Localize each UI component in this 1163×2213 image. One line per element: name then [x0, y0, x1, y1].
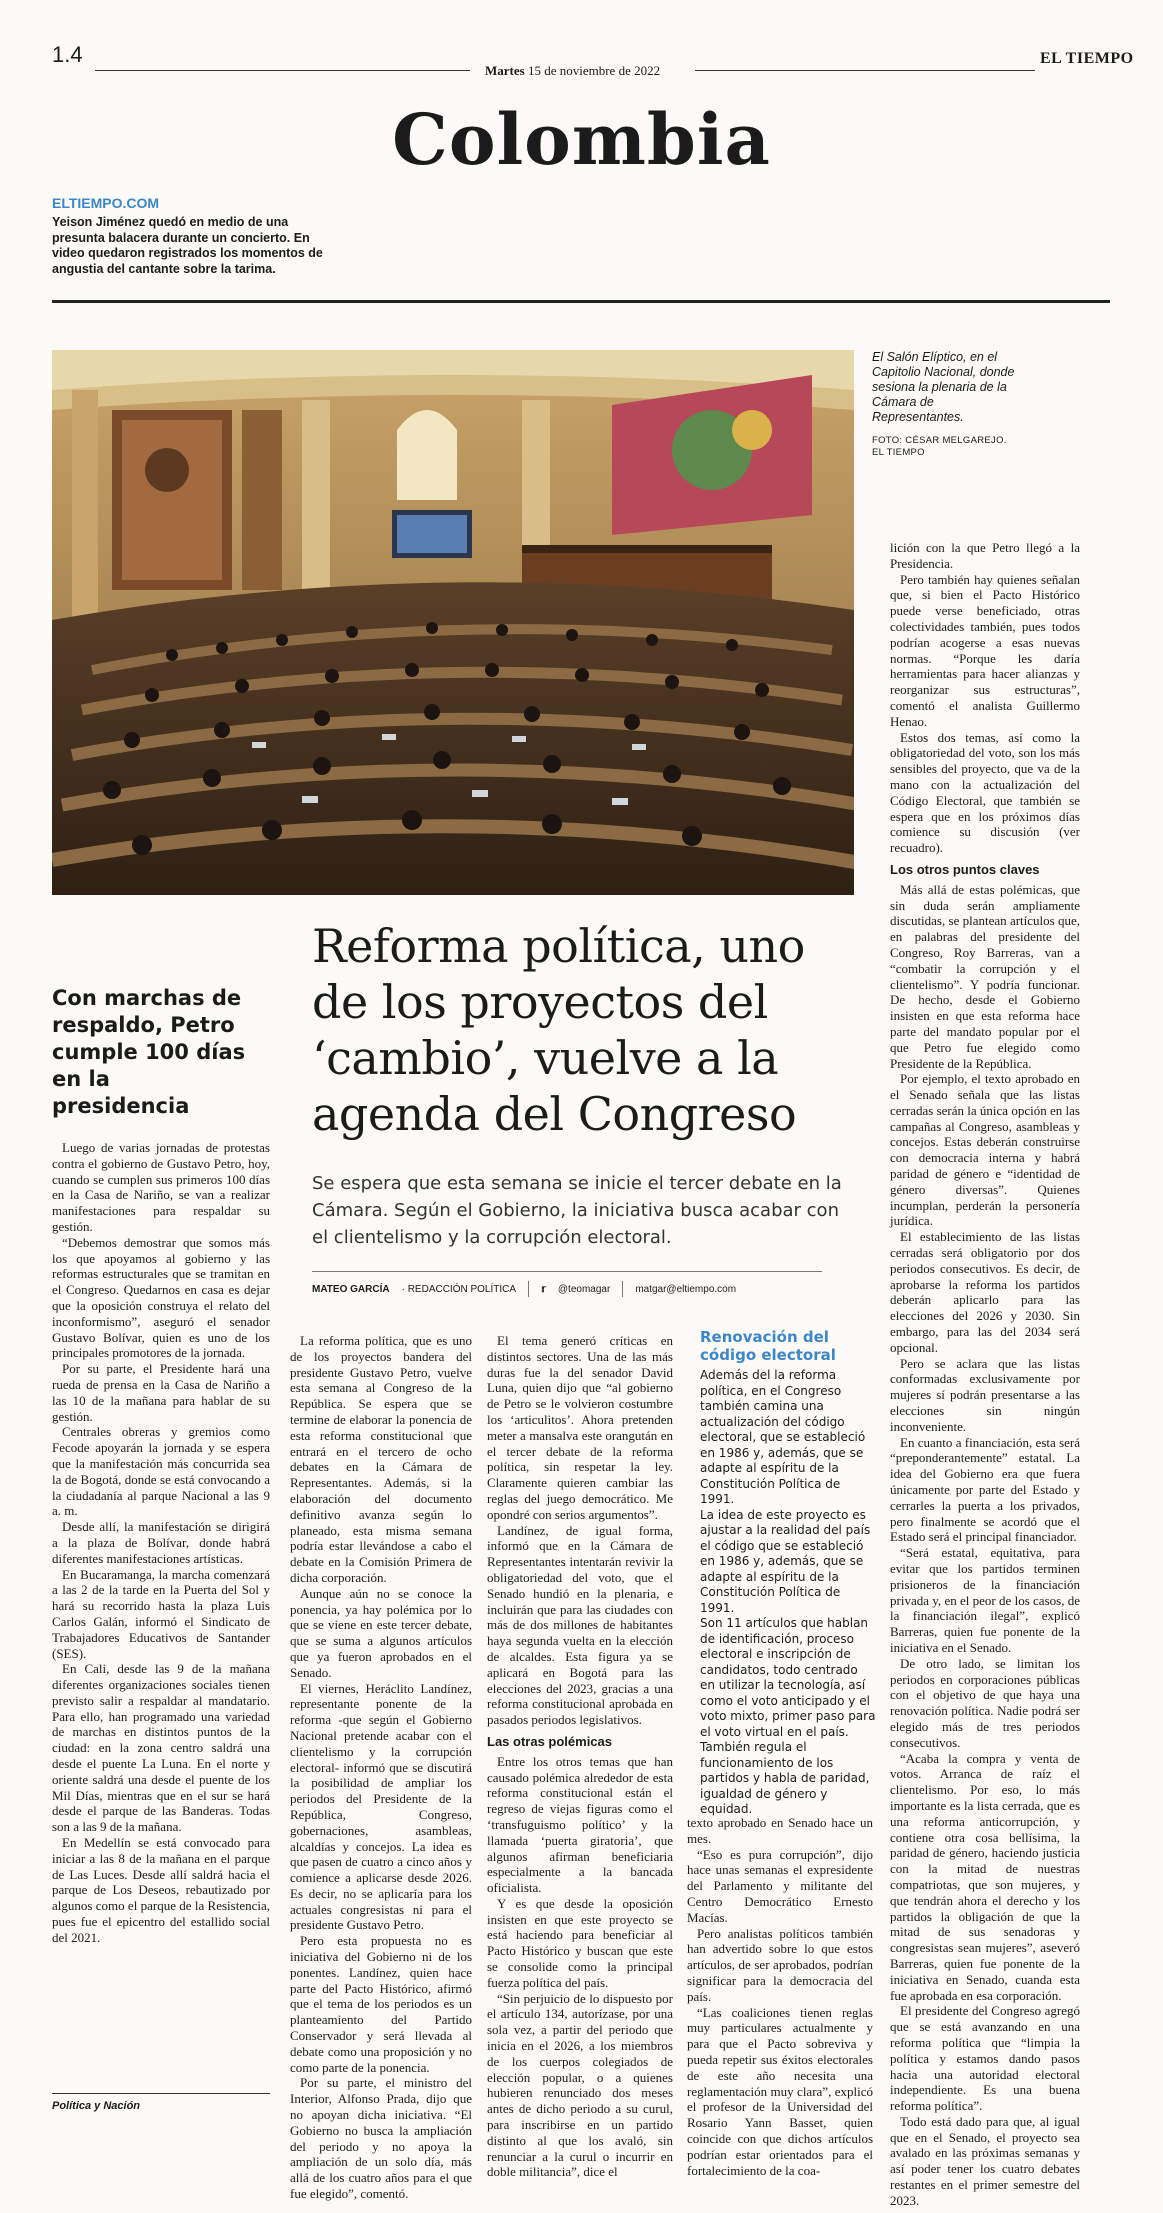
sidebar-box-body	[700, 1368, 876, 1818]
article-column-4	[890, 540, 1080, 2209]
box-paragraph: También regula el funcionamiento de los partidos y habla de paridad, igualdad de género y equidad.	[700, 1740, 870, 1816]
sidebar-paragraph: Por su parte, el Presidente hará una rueda de prensa en la Casa de Nariño a las 10 de la mañana para hablar de su gestión.	[52, 1361, 270, 1424]
congress-chamber-photo	[52, 350, 854, 895]
box-paragraph: Además del la reforma política, en el Congreso también camina una actualización del código electoral, que se estableció en 1986 y, además, que se adapte al espíritu de la Constitución Política de 1991.	[700, 1368, 866, 1506]
promo-text: Yeison Jiménez quedó en medio de una presunta balacera durante un concierto. En video quedaron registrados los momentos de angustia del cantante sobre la tarima.	[52, 215, 323, 276]
sidebar-paragraph: “Debemos demostrar que somos más los que apoyamos al gobierno y las reformas estructurales que se tramitan en el Congreso. Quedarnos en casa es dejar que la oposición construya el relato del inconformismo”, aseguró el senador Gustavo Bolívar, quien es uno de los principales promotores de la jornada.	[52, 1234, 270, 1361]
article-paragraph: La reforma política, que es uno de los proyectos bandera del presidente Gustavo Petro, vuelve esta semana al Congreso de la República. Se espera que se termine de elaborar la ponencia de esta reforma constitucional que entrará en el tercero de ocho debates en la Cámara de Representantes. Además, si la elaboración del documento definitivo avanza según lo planeado, esta misma semana podría estar llevándose a cabo el debate en la Comisión Primera de dicha corporación.	[290, 1333, 472, 1585]
article-dek: Se espera que esta semana se inicie el tercer debate en la Cámara. Según el Gobierno, la iniciativa busca acabar con el clientelismo y la corrupción electoral.	[312, 1173, 842, 1248]
photo-caption: El Salón Elíptico, en el Capitolio Nacional, donde sesiona la plenaria de la Cámara de Representantes.	[872, 350, 1015, 424]
article-paragraph: El tema generó críticas en distintos sectores. Una de las más duras fue la del senador David Luna, quien dijo que “al gobierno de Petro se le volvieron costumbre los ‘articulitos’. Ahora pretenden meter a mansalva este orangután en el tercer debate de la reforma política, sin respetar la ley. Claramente quieren cambiar las reglas del juego democrático. Me opondré con serios argumentos”.	[487, 1333, 673, 1522]
box-paragraph: La idea de este proyecto es ajustar a la realidad del país el código que se estableció en 1986 y, además, que se adapte al espíritu de la Constitución Política de 1991.	[700, 1507, 871, 1615]
section-title: Colombia	[392, 98, 771, 181]
byline-email[interactable]: matgar@eltiempo.com	[635, 1283, 737, 1295]
article-paragraph: Estos dos temas, así como la obligatoriedad del voto, son los más sensibles del proyecto, que va de la mano con la actualización del Código Electoral, que también se espera que en los próximos días comience su discusión (ver recuadro).	[890, 729, 1080, 856]
article-paragraph: Más allá de estas polémicas, que sin duda serán ampliamente discutidas, se plantean artículos que, en palabras del presidente del Congreso, Roy Barreras, van a “combatir la corrupción y el clientelismo”. Y podría funcionar. De hecho, desde el Gobierno insisten en que esta reforma hace parte del mandato popular por el que Petro fue elegido como Presidente de la República.	[890, 881, 1080, 1071]
article-paragraph: Pero también hay quienes señalan que, si bien el Pacto Histórico puede verse beneficiado, otras colectividades también, pues todos podrían acogerse a esas nuevas normas. “Porque les daría herramientas para hacer alianzas y reorganizar sus estructuras”, comentó el analista Guillermo Henao.	[890, 571, 1080, 729]
article-paragraph: “Las coaliciones tienen reglas muy particulares actualmente y para que el Pacto sobreviva y pueda repetir sus éxitos electorales de este año necesita una reglamentación muy clara”, explicó el profesor de la Universidad del Rosario Yann Basset, quien coincide con que dichos artículos podrían estar orientados para el fortalecimiento de la coa-	[687, 2004, 873, 2178]
article-paragraph: Y es que desde la oposición insisten en que este proyecto se está haciendo para beneficiar al Pacto Histórico y buscan que este se consolide como la principal fuerza política del país.	[487, 1895, 673, 1990]
article-paragraph: Aunque aún no se conoce la ponencia, ya hay polémica por lo que se viene en este tercer debate, que se suma a algunos artículos que ya fueron aprobados en el Senado.	[290, 1585, 472, 1680]
date-day: Martes	[485, 63, 525, 78]
byline-author: MATEO GARCÍA	[312, 1283, 390, 1295]
article-paragraph: El viernes, Heráclito Landínez, representante ponente de la reforma -que según el Gobierno Nacional pretende acabar con el clientelismo y la corrupción electoral- informó que se discutirá la posibilidad de ampliar los periodos del Presidente de la República, Congreso, gobernaciones, asambleas, alcaldías y concejos. La idea es que pasen de cuatro a cinco años y comience a aplicarse desde 2026. Es decir, no se aplicaría para los actuales congresistas ni para el presidente Gustavo Petro.	[290, 1680, 472, 1933]
article-column-2	[487, 1333, 673, 2180]
sidebar-paragraph: Luego de varias jornadas de protestas contra el gobierno de Gustavo Petro, hoy, cuando se cumplen sus primeros 100 días en la Casa de Nariño, se van a realizar manifestaciones para respaldar su gestión.	[52, 1140, 270, 1234]
masthead-logo: EL TIEMPO	[1040, 50, 1134, 67]
byline	[312, 1281, 822, 1297]
date-line	[485, 63, 660, 79]
byline-rule	[312, 1271, 822, 1272]
article-headline: Reforma política, uno de los proyectos del ‘cambio’, vuelve a la agenda del Congreso	[312, 919, 805, 1141]
article-paragraph: Entre los otros temas que han causado polémica alrededor de esta reforma constitucional están el regreso de viejas figuras como el ‘transfuguismo político’ y la llamada ‘puerta giratoria’, que algunos afirman beneficiaria especialmente a la bancada oficialista.	[487, 1753, 673, 1896]
promo-site-link[interactable]: ELTIEMPO.COM	[52, 195, 160, 211]
box-paragraph: Son 11 artículos que hablan de identificación, proceso electoral e inscripción de candidatos, todo centrado en utilizar la tecnología, así como el voto anticipado y el voto mixto, primer paso para el voto virtual en el país.	[700, 1616, 876, 1739]
article-paragraph: Por su parte, el ministro del Interior, Alfonso Prada, dijo que no apoyan dicha iniciativa. “El Gobierno no busca la ampliación del periodo y no apoya la ampliación de un solo día, más allá de los cuatro años para el que fue elegido”, comentó.	[290, 2075, 472, 2202]
article-paragraph: Por ejemplo, el texto aprobado en el Senado señala que las listas cerradas serán la única opción en las campañas al Congreso, asambleas y concejos. Estas deberán construirse con democracia interna y habrá paridad de género e “identidad de género diversas”. Quienes incumplan, perderán la personería jurídica.	[890, 1071, 1080, 1229]
article-paragraph: De otro lado, se limitan los periodos en corporaciones públicas con el objetivo de que haya una renovación política. Nadie podrá ser elegido más de tres periodos consecutivos.	[890, 1655, 1080, 1750]
article-paragraph: “Será estatal, equitativa, para evitar que los partidos terminen prisioneros de la financiación privada y, en el peor de los casos, de la financiación ilegal”, explicó Barreras, quien fue ponente de la iniciativa en el Senado.	[890, 1545, 1080, 1655]
byline-separator	[528, 1281, 529, 1297]
byline-desk: · REDACCIÓN POLÍTICA	[401, 1283, 517, 1295]
article-paragraph: “Eso es pura corrupción”, dijo hace unas semanas el expresidente del Parlamento y militante del Centro Democrático Ernesto Macías.	[687, 1846, 873, 1925]
article-subhead: Los otros puntos claves	[890, 861, 1040, 877]
header-rule-right	[695, 70, 1035, 71]
article-paragraph: “Sin perjuicio de lo dispuesto por el artículo 134, autorízase, por una sola vez, a partir del periodo que inicia en el 2026, a los miembros de los cuerpos colegiados de elección popular, o a quienes hubieren renunciado dos meses antes de dicho periodo a su curul, para inscribirse en un partido distinto al que los avaló, sin renunciar a la curul o incurrir en doble militancia”, dice el	[487, 1990, 673, 2180]
byline-separator	[622, 1281, 623, 1297]
sidebar-body	[52, 1140, 270, 1946]
article-paragraph: El presidente del Congreso agregó que se está avanzando en una reforma política que “limpia la política y estamos dando pasos hacia una autoridad electoral independiente. Es una buena reforma política”.	[890, 2003, 1080, 2114]
article-paragraph: lición con la que Petro llegó a la Presidencia.	[890, 540, 1080, 571]
sidebar-paragraph: En Cali, desde las 9 de la mañana diferentes organizaciones sociales tienen previsto salir a respaldar al mandatario. Para ello, han programado una variedad de marchas en distintos puntos de la ciudad: en la zona centro saldrá una desde el puente La Luna. En el norte y oriente saldrá una desde el puente de los Mil Días, mientras que en el sur se hará desde el parque de las Banderas. Todas son a las 9 de la mañana.	[52, 1661, 270, 1835]
article-paragraph: texto aprobado en Senado hace un mes.	[687, 1815, 873, 1846]
header-rule-left	[95, 70, 470, 71]
article-paragraph: “Acaba la compra y venta de votos. Arranca de raíz el clientelismo. Por eso, lo más importante es la lista cerrada, que es una reforma anticorrupción, y contiene otra cosa bellísima, la paridad de género, haciendo justicia con la mitad de nuestras compatriotas, que son mujeres, y que tendrán ahora el derecho y los partidos la obligación de que la mitad de sus senadoras y congresistas sean mujeres”, aseveró Barreras, quien fue ponente de la iniciativa en Senado, cuanda esta fue aprobada en esa corporación.	[890, 1750, 1080, 2003]
twitter-icon: 𝕣	[541, 1283, 546, 1295]
article-paragraph: Pero esta propuesta no es iniciativa del Gobierno ni de los ponentes. Landínez, quien hace parte del Pacto Histórico, afirmó que el tema de los periodos es un planteamiento del Partido Conservador y será llevada al debate como una proposición y no como parte de la ponencia.	[290, 1933, 472, 2075]
article-paragraph: Todo está dado para que, al igual que en el Senado, el proyecto sea avalado en las próximas semanas y así poder tener los cuatro debates restantes en el primer semestre del 2023.	[890, 2113, 1080, 2208]
sidebar-paragraph: En Bucaramanga, la marcha comenzará a las 2 de la tarde en la Puerta del Sol y hará su recorrido hasta la plaza Luis Carlos Galán, informó el Sindicato de Trabajadores Educativos de Santander (SES).	[52, 1566, 270, 1661]
article-subhead: Las otras polémicas	[487, 1733, 612, 1749]
sidebar-headline: Con marchas de respaldo, Petro cumple 100 días en la presidencia	[52, 986, 246, 1118]
sidebar-paragraph: En Medellín se está convocado para iniciar a las 8 de la mañana en el parque de Las Luces. Desde allí saldrá hacia el parque de Los Deseos, rebautizado por algunos como el parque de la Resistencia, pues fue el epicentro del estallido social del 2021.	[52, 1835, 270, 1945]
photo-credit-outlet: EL TIEMPO	[872, 447, 925, 458]
sidebar-paragraph: Centrales obreras y gremios como Fecode apoyarán la jornada y se espera que la manifestación más concurrida sea la de Bogotá, donde se está convocando a la ciudadanía al parque Nacional a las 9 a. m.	[52, 1424, 270, 1519]
page-number: 1.4	[52, 42, 83, 67]
sidebar-paragraph: Desde allí, la manifestación se dirigirá a la plaza de Bolívar, donde habrá diferentes manifestaciones artísticas.	[52, 1519, 270, 1566]
sidebar-footer-rule	[52, 2093, 270, 2094]
article-paragraph: El establecimiento de las listas cerradas será obligatorio por dos periodos consecutivos. Es decir, de aprobarse la reforma los partidos deberán aplicarlo para las elecciones del 2026 y 2030. Sin embargo, para las del 2034 será opcional.	[890, 1229, 1080, 1355]
sidebar-footer: Política y Nación	[52, 2100, 141, 2112]
article-paragraph: Pero analistas políticos también han advertido sobre lo que estos artículos, de ser aprobados, podrían significar para la democracia del país.	[687, 1925, 873, 2004]
photo-credit-line: FOTO: CÉSAR MELGAREJO.	[872, 435, 1007, 446]
article-paragraph: Landínez, de igual forma, informó que en la Cámara de Representantes intentarán revivir la obligatoriedad del voto, que el Senado hundió en la plenaria, e incluirán que para las ciudades con más de dos millones de habitantes haya segunda vuelta en la elección de alcaldes. Esta figura ya se aplicará en Bogotá para las elecciones del 2023, gracias a una reforma constitucional aprobada en pasados periodos legislativos.	[487, 1522, 673, 1728]
article-paragraph: Pero se aclara que las listas conformadas exclusivamente por mujeres sí podrán presentarse a las elecciones sin ningún inconveniente.	[890, 1355, 1080, 1434]
article-column-3	[687, 1815, 873, 2178]
photo-credit	[872, 435, 1022, 459]
byline-twitter[interactable]: @teomagar	[557, 1283, 611, 1295]
sidebar-box-title: Renovación del código electoral	[700, 1328, 836, 1364]
section-divider	[52, 300, 1110, 303]
article-paragraph: En cuanto a financiación, esta será “preponderantemente” estatal. La idea del Gobierno era que fuera únicamente por parte del Estado y cerrarles la puerta a los privados, pero finalmente se acordó que el Estado será el principal financiador.	[890, 1434, 1080, 1545]
date-rest: 15 de noviembre de 2022	[527, 63, 661, 78]
article-column-1	[290, 1333, 472, 2202]
